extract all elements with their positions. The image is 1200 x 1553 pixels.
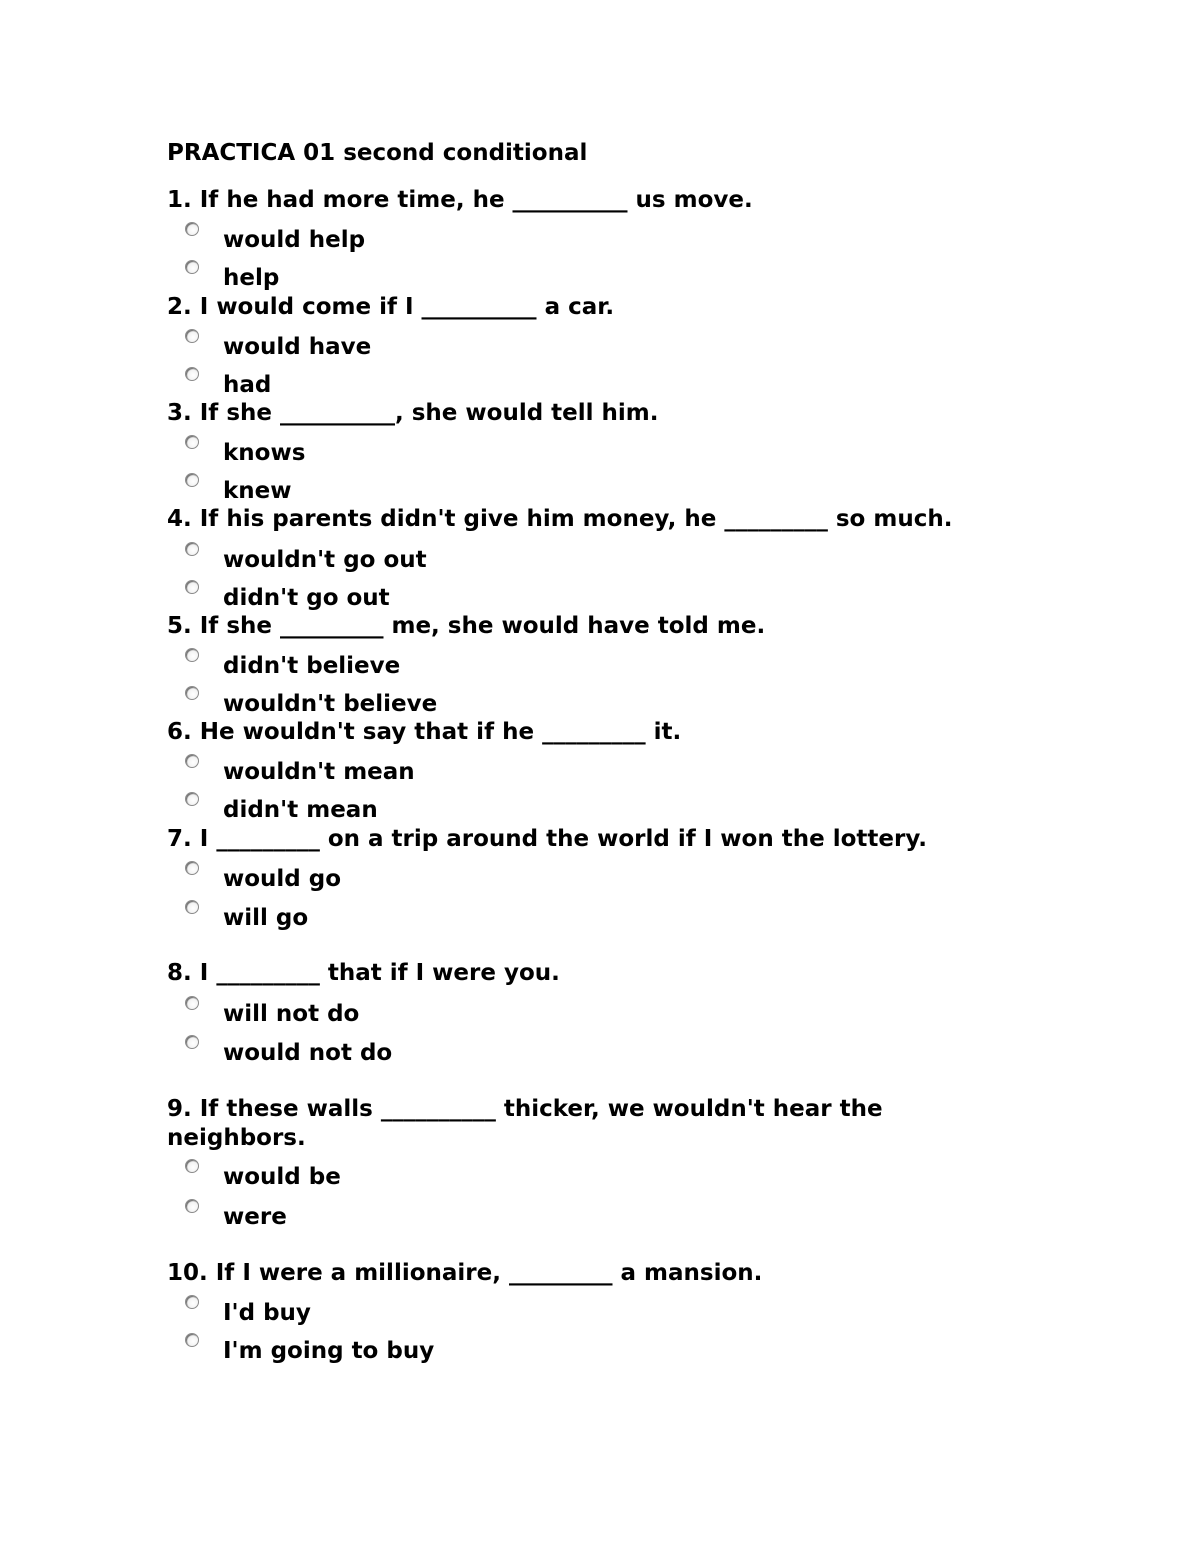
radio-button-icon[interactable] — [185, 222, 199, 236]
radio-button-icon[interactable] — [185, 542, 199, 556]
question-9-text: 9. If these walls __________ thicker, we wouldn't hear the neighbors. — [167, 1096, 883, 1151]
radio-button-icon[interactable] — [185, 648, 199, 662]
option-label: had — [223, 372, 272, 398]
option-label: I'm going to buy — [223, 1338, 435, 1364]
question-3-text: 3. If she __________, she would tell him. — [167, 400, 659, 426]
option-label: would help — [223, 227, 366, 253]
option-label: wouldn't mean — [223, 759, 415, 785]
question-2-text: 2. I would come if I __________ a car. — [167, 294, 615, 320]
question-4-text: 4. If his parents didn't give him money, he _________ so much. — [167, 506, 953, 532]
radio-button-icon[interactable] — [185, 996, 199, 1010]
radio-button-icon[interactable] — [185, 900, 199, 914]
question-7-text: 7. I _________ on a trip around the world if I won the lottery. — [167, 826, 927, 852]
radio-button-icon[interactable] — [185, 792, 199, 806]
question-1-text: 1. If he had more time, he __________ us move. — [167, 187, 753, 213]
option-label: would not do — [223, 1040, 393, 1066]
radio-button-icon[interactable] — [185, 329, 199, 343]
option-label: knew — [223, 478, 292, 504]
option-label: were — [223, 1204, 287, 1230]
question-6-text: 6. He wouldn't say that if he _________ it. — [167, 719, 682, 745]
radio-button-icon[interactable] — [185, 435, 199, 449]
question-10-text: 10. If I were a millionaire, _________ a mansion. — [167, 1260, 763, 1286]
radio-button-icon[interactable] — [185, 1199, 199, 1213]
option-label: wouldn't go out — [223, 547, 427, 573]
option-label: wouldn't believe — [223, 691, 438, 717]
radio-button-icon[interactable] — [185, 861, 199, 875]
radio-button-icon[interactable] — [185, 1333, 199, 1347]
option-label: would be — [223, 1164, 341, 1190]
radio-button-icon[interactable] — [185, 754, 199, 768]
radio-button-icon[interactable] — [185, 1159, 199, 1173]
option-label: didn't believe — [223, 653, 401, 679]
option-label: didn't mean — [223, 797, 378, 823]
option-label: didn't go out — [223, 585, 390, 611]
option-label: would have — [223, 334, 372, 360]
option-label: will not do — [223, 1001, 360, 1027]
option-label: help — [223, 265, 280, 291]
radio-button-icon[interactable] — [185, 473, 199, 487]
question-5-text: 5. If she _________ me, she would have told me. — [167, 613, 766, 639]
radio-button-icon[interactable] — [185, 260, 199, 274]
radio-button-icon[interactable] — [185, 686, 199, 700]
option-label: would go — [223, 866, 342, 892]
option-label: will go — [223, 905, 309, 931]
radio-button-icon[interactable] — [185, 367, 199, 381]
question-8-text: 8. I _________ that if I were you. — [167, 960, 560, 986]
page-title: PRACTICA 01 second conditional — [167, 140, 588, 166]
option-label: knows — [223, 440, 306, 466]
option-label: I'd buy — [223, 1300, 311, 1326]
radio-button-icon[interactable] — [185, 1035, 199, 1049]
radio-button-icon[interactable] — [185, 1295, 199, 1309]
radio-button-icon[interactable] — [185, 580, 199, 594]
